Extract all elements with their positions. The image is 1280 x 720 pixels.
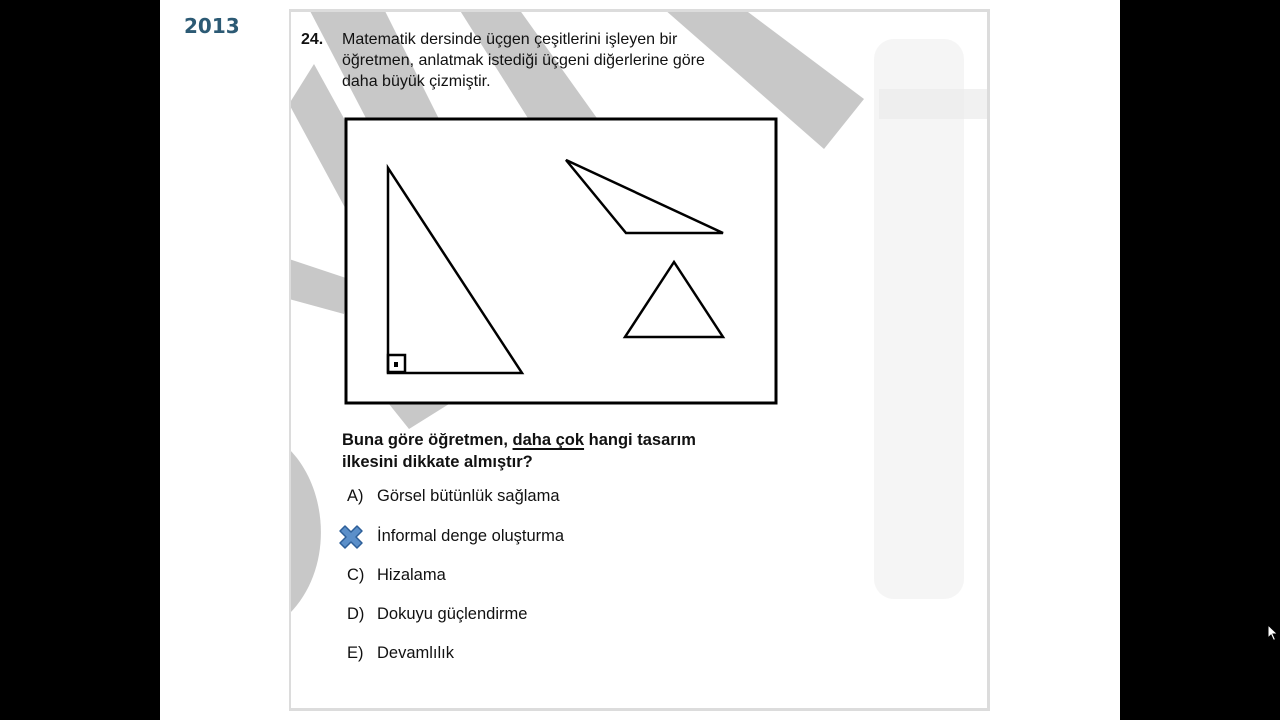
prompt-text-before: Buna göre öğretmen, — [342, 431, 513, 449]
right-angle-dot — [394, 362, 398, 367]
exam-page — [289, 9, 990, 711]
question-prompt — [342, 429, 812, 473]
prompt-line-2: ilkesini dikkate almıştır? — [342, 453, 533, 471]
question-line: öğretmen, anlatmak istediği üçgeni diğerlerine göre — [342, 52, 705, 69]
option-c[interactable] — [347, 566, 446, 585]
option-letter: C) — [347, 566, 365, 584]
option-text: Dokuyu güçlendirme — [377, 605, 528, 623]
triangles-figure — [344, 117, 784, 417]
option-e[interactable] — [347, 644, 454, 663]
prompt-line-1 — [342, 429, 812, 451]
option-letter: A) — [347, 487, 364, 505]
option-a[interactable] — [347, 487, 560, 506]
question-line: daha büyük çizmiştir. — [342, 73, 491, 90]
year-label: 2013 — [184, 14, 240, 38]
question-line: Matematik dersinde üçgen çeşitlerini işleyen bir — [342, 31, 678, 48]
option-d[interactable] — [347, 605, 527, 624]
x-mark-icon — [336, 522, 366, 552]
option-text: Devamlılık — [377, 644, 455, 662]
option-b[interactable] — [347, 527, 564, 546]
option-text: Görsel bütünlük sağlama — [377, 487, 560, 505]
prompt-emphasis: daha çok — [512, 431, 585, 449]
prompt-text-after: hangi tasarım — [584, 431, 696, 449]
option-letter: D) — [347, 605, 365, 623]
option-text: Hizalama — [377, 566, 446, 584]
mouse-pointer-icon — [1267, 624, 1279, 642]
figure-frame — [346, 119, 776, 403]
question-number: 24. — [301, 31, 324, 48]
question-text — [342, 29, 822, 92]
option-text: İnformal denge oluşturma — [377, 527, 565, 545]
option-letter: E) — [347, 644, 364, 662]
slide — [160, 0, 1120, 720]
